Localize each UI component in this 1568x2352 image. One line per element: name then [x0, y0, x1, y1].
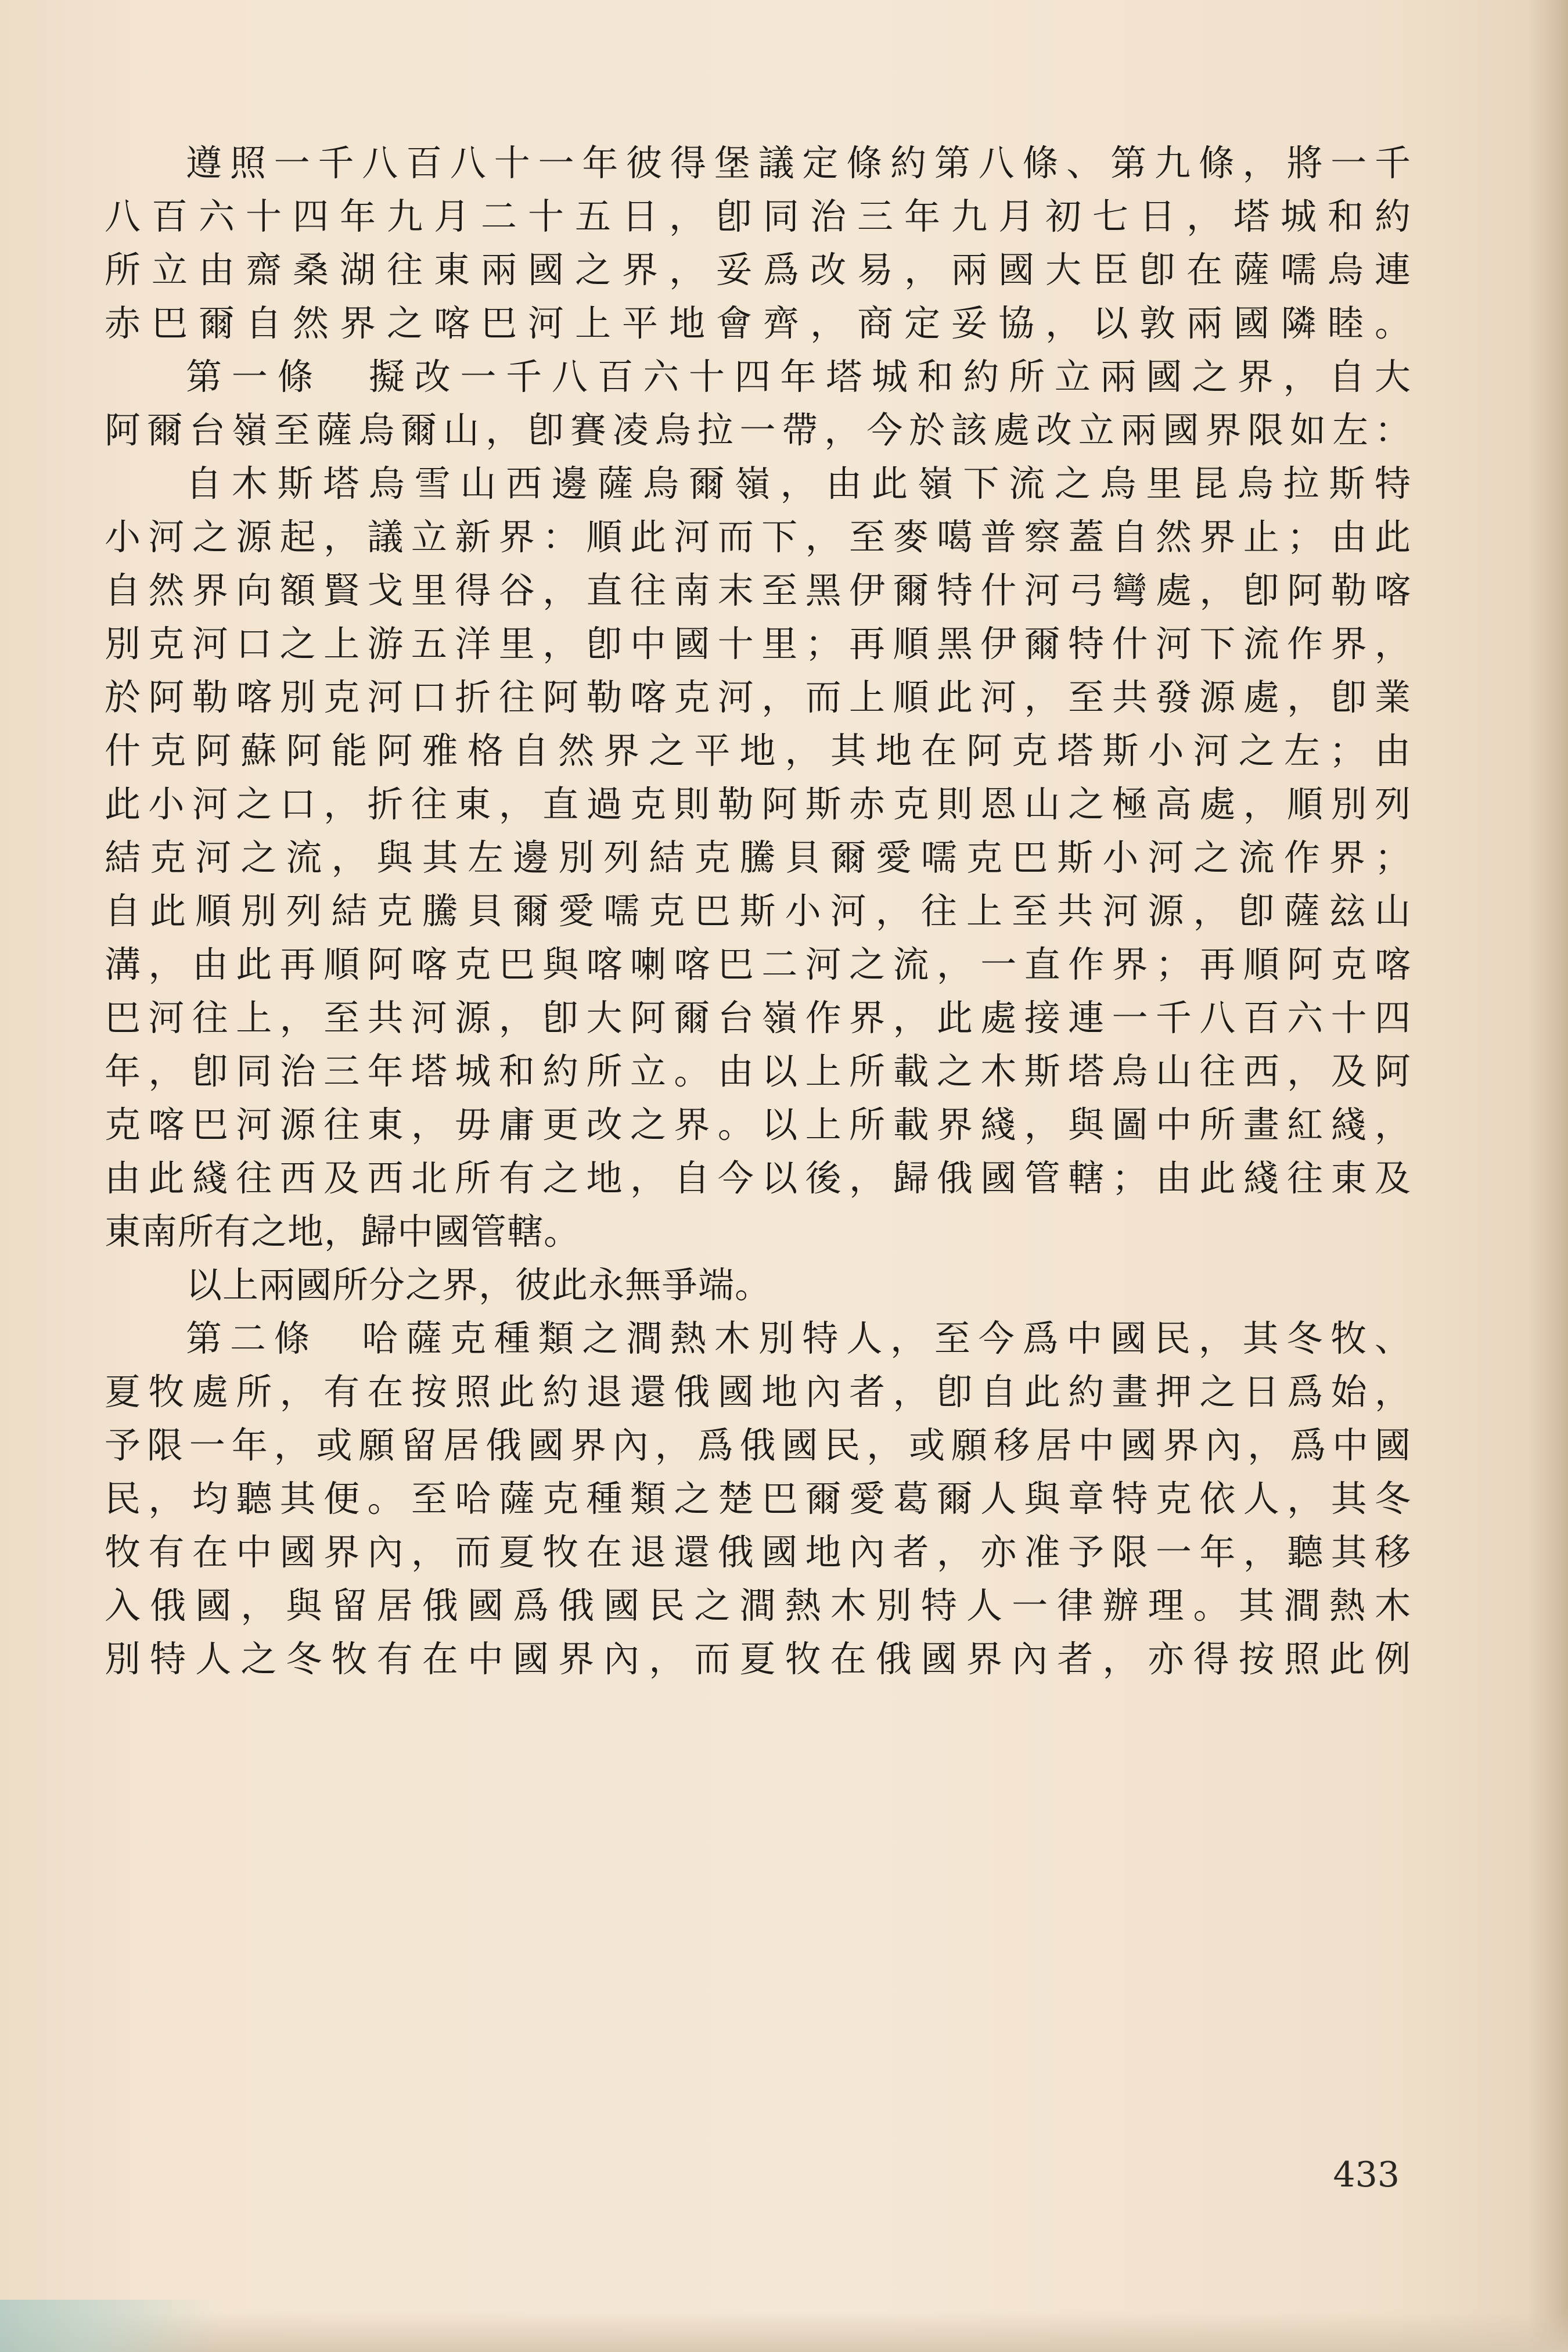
text-line: 克喀巴河源往東，毋庸更改之界。以上所載界綫，與圖中所畫紅綫， — [105, 1103, 1411, 1146]
text-line: 自此順別列結克騰貝爾愛嚅克巴斯小河，往上至共河源，卽薩玆山 — [105, 890, 1411, 932]
article-heading-line: 第二條 哈薩克種類之澗熱木別特人，至今爲中國民，其冬牧、 — [186, 1317, 1411, 1360]
text-line: 民，均聽其便。至哈薩克種類之楚巴爾愛葛爾人與章特克依人，其冬 — [105, 1477, 1411, 1520]
article-heading-line: 第一條 擬改一千八百六十四年塔城和約所立兩國之界，自大 — [186, 355, 1411, 398]
text-line: 以上兩國所分之界，彼此永無爭端。 — [186, 1264, 772, 1306]
text-line: 予限一年，或願留居俄國界內，爲俄國民，或願移居中國界內，爲中國 — [105, 1424, 1411, 1466]
text-line: 入俄國，與留居俄國爲俄國民之澗熱木別特人一律辦理。其澗熱木 — [105, 1584, 1411, 1627]
cloth-corner — [0, 2300, 221, 2352]
text-line: 於阿勒喀別克河口折往阿勒喀克河，而上順此河，至共發源處，卽業 — [105, 676, 1411, 718]
text-line: 年，卽同治三年塔城和約所立。由以上所載之木斯塔烏山往西，及阿 — [105, 1050, 1411, 1092]
text-line: 阿爾台嶺至薩烏爾山，卽賽凌烏拉一帶，今於該處改立兩國界限如左： — [105, 409, 1411, 451]
text-line: 別克河口之上游五洋里，卽中國十里；再順黑伊爾特什河下流作界， — [105, 623, 1411, 665]
text-line: 赤巴爾自然界之喀巴河上平地會齊，商定妥協，以敦兩國隣睦。 — [105, 302, 1411, 344]
page-number: 433 — [1333, 2155, 1400, 2195]
body-text — [105, 136, 1411, 1686]
text-line: 八百六十四年九月二十五日，卽同治三年九月初七日，塔城和約 — [105, 195, 1411, 238]
text-line: 所立由齋桑湖往東兩國之界，妥爲改易，兩國大臣卽在薩嚅烏連 — [105, 249, 1411, 291]
text-line: 牧有在中國界內，而夏牧在退還俄國地內者，亦准予限一年，聽其移 — [105, 1531, 1411, 1573]
text-line: 東南所有之地，歸中國管轄。 — [105, 1210, 581, 1253]
page-edge-shadow — [1527, 0, 1568, 2352]
text-line: 結克河之流，與其左邊別列結克騰貝爾愛嚅克巴斯小河之流作界； — [105, 836, 1411, 879]
text-line: 小河之源起，議立新界：順此河而下，至麥噶普察蓋自然界止；由此 — [105, 516, 1411, 558]
text-line: 巴河往上，至共河源，卽大阿爾台嶺作界，此處接連一千八百六十四 — [105, 997, 1411, 1039]
text-line: 自然界向額賢戈里得谷，直往南末至黑伊爾特什河弓彎處，卽阿勒喀 — [105, 569, 1411, 612]
text-line: 別特人之冬牧有在中國界內，而夏牧在俄國界內者，亦得按照此例 — [105, 1638, 1411, 1680]
page-bottom-shadow — [0, 2311, 1568, 2352]
text-line: 此小河之口，折往東，直過克則勒阿斯赤克則恩山之極高處，順別列 — [105, 783, 1411, 825]
text-line: 夏牧處所，有在按照此約退還俄國地內者，卽自此約畫押之日爲始， — [105, 1371, 1411, 1413]
text-line: 溝，由此再順阿喀克巴與喀喇喀巴二河之流，一直作界；再順阿克喀 — [105, 943, 1411, 986]
text-line: 什克阿蘇阿能阿雅格自然界之平地，其地在阿克塔斯小河之左；由 — [105, 729, 1411, 772]
text-line: 遵照一千八百八十一年彼得堡議定條約第八條、第九條，將一千 — [186, 142, 1411, 184]
text-line: 自木斯塔烏雪山西邊薩烏爾嶺，由此嶺下流之烏里昆烏拉斯特 — [186, 462, 1411, 505]
text-line: 由此綫往西及西北所有之地，自今以後，歸俄國管轄；由此綫往東及 — [105, 1157, 1411, 1199]
